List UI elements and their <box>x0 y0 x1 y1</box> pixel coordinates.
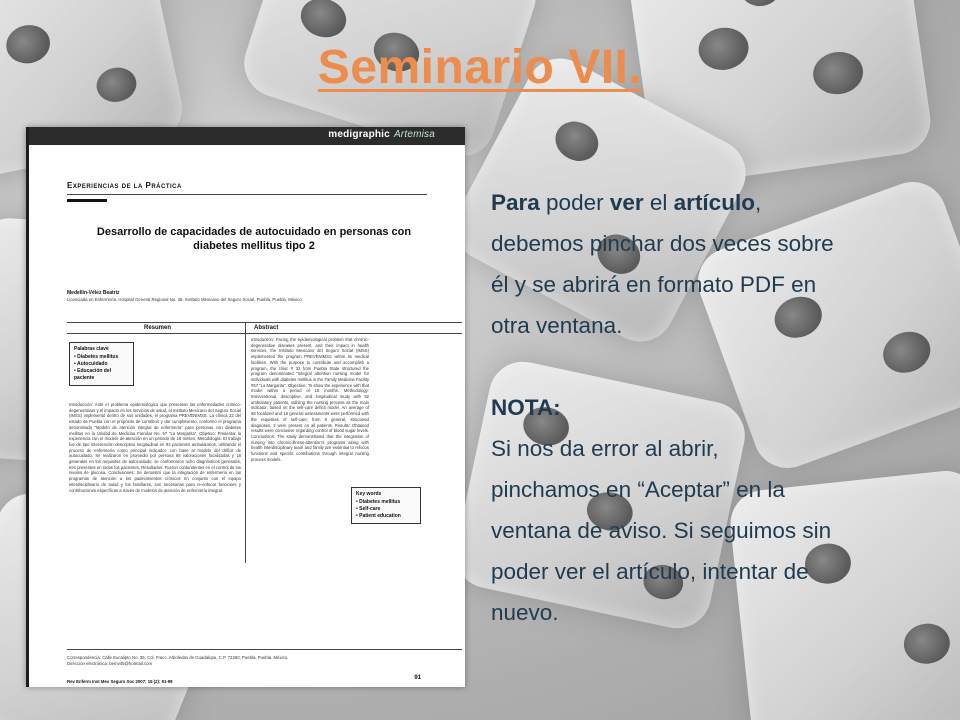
publisher-suffix: Artemisa <box>393 129 435 140</box>
instruction-line-3: él y se abrirá en formato PDF en <box>491 272 817 297</box>
keyword: • Autocuidado <box>74 361 108 367</box>
instruction-line-1 <box>491 182 951 223</box>
note-label <box>491 387 951 428</box>
abstract-heading: Abstract <box>254 325 279 331</box>
divider <box>67 322 462 323</box>
text-fragment: , <box>754 190 762 215</box>
emphasis-ver: ver <box>609 190 644 215</box>
key-words-box <box>351 487 421 524</box>
note-line-2: pinchamos en “Aceptar” en la <box>491 477 785 502</box>
page-number: 91 <box>414 675 421 681</box>
resumen-heading: Resumen <box>144 325 172 331</box>
article-thumbnail[interactable] <box>26 127 465 687</box>
article-affiliation: Licenciada en Enfermería, Hospital General Regional No. 36, Instituto Mexicano del Seguro Social, Puebla, Puebla, México <box>67 297 302 302</box>
note-line-5: nuevo. <box>491 600 559 625</box>
column-divider <box>245 323 246 563</box>
abstract-text: Introduction: Facing the epidemiological problem that chronic-degenerative diseases present, and their impact in health services, the Instituto Mexicano del Seguro Social (IMSS) implemented the program PREVENIMSS within its medical facilities. With the purpose to contribute and accomplish a program, the clinic # 32 from Puebla State structured the program denominated “Integral attention nursing model for individuals with diabetes mellitus in the Family Medicine Facility #57 “La Margarita”. Objective: To show the experience with that model within a period of 18 months. Methodology: Interventional, descriptive, and longitudinal study with 92 ambulatory patients, utilizing the nursing process as the main indicator, based on the self-care deficit model. An average of 68 focalized and 18 general assessments were performed with the requisites of self-care; from 8 general, structured diagnoses, 3 were present on all patients. Results: Obtained results were conclusive regarding control of blood sugar levels. Conclusions: The study demonstrated that the integration of nursing into chronic-illness-attention’s programs along with health interdisciplinary team and family are essential to refocus functions and specific contributions through integral nursing process models. <box>251 337 369 462</box>
keyword: • Diabetes mellitus <box>356 499 401 505</box>
note-line-3: ventana de aviso. Si seguimos sin <box>491 518 832 543</box>
key-words-title: Key words <box>356 491 382 497</box>
article-header <box>29 127 465 145</box>
keyword: • Diabetes mellitus <box>74 354 119 360</box>
emphasis-articulo: artículo <box>673 190 755 215</box>
note-label-text: NOTA: <box>491 395 561 420</box>
keyword: • Educación del paciente <box>74 368 112 381</box>
palabras-clave-title: Palabras clave <box>74 346 109 352</box>
keyword: • Self-care <box>356 506 381 512</box>
instructions-text <box>491 182 951 633</box>
instruction-line-2: debemos pinchar dos veces sobre <box>491 231 834 256</box>
correspondence: Correspondencia: Calle Eucalipto No. 35, Col. Fracc. Arboledas de Guadalupe, C.P. 72260, Puebla, Puebla. México. Dirección electrónica: bemv45@hotmail.com <box>67 655 289 666</box>
article-section: Experiencias de la Práctica <box>67 181 182 190</box>
article-author: Medellín-Vélez Beatriz <box>67 290 120 296</box>
resumen-text: Introducción: Ante el problema epidemiológico que presentan las enfermedades crónico-degenerativas y el impacto en los servicios de salud, el Instituto Mexicano del Seguro Social (IMSS) implementó dentro de sus unidades, el programa PREVENIMSS. La clínica 32 del estado de Puebla con el propósito de contribuir y dar cumplimiento, conformó el programa denominado “Modelo de atención integral de enfermería” para personas con diabetes mellitus en la Unidad de Medicina Familiar No. 57 “La Margarita”. Objetivo: Presentar la experiencia con el modelo de atención en un periodo de 18 meses. Metodología: El trabajo fue de tipo intervención descriptivo longitudinal en 92 pacientes ambulatorios, utilizando el proceso de enfermería como principal indicador, con base al modelo del déficit de autocuidado. Se realizaron en promedio por persona 68 valoraciones focalizadas y 18 generales en los requisitos de autocuidado; se conformaron ocho diagnósticos generales, tres presentes en todos los pacientes. Resultados: Fueron contundentes en el control de los niveles de glucosa. Conclusiones: Se demostró que la integración de enfermería en los programas de atención a los padecimientos crónicos en conjunto con el equipo interdisciplinario de salud y los familiares, son necesarias para re-enfocar funciones y contribuciones específicas a través de modelos de atención de enfermería integral. <box>69 402 241 493</box>
keyword: • Patient education <box>356 513 401 519</box>
text-fragment: poder <box>539 190 610 215</box>
emphasis-para: Para <box>491 190 540 215</box>
article-title: Desarrollo de capacidades de autocuidado en personas con diabetes mellitus tipo 2 <box>96 226 412 252</box>
journal-reference: Rev Enferm Inst Mex Seguro Soc 2007; 15 (2): 91-98 <box>67 679 173 684</box>
palabras-clave-box <box>69 342 134 386</box>
publisher-name: medigraphic <box>328 129 390 140</box>
divider <box>67 199 107 202</box>
spacer <box>491 346 951 387</box>
slide-title: Seminario VII. <box>317 41 643 94</box>
note-line-1: Si nos da error al abrir, <box>491 436 719 461</box>
publisher-logo <box>328 129 435 140</box>
text-fragment: el <box>643 190 674 215</box>
instruction-line-4: otra ventana. <box>491 313 623 338</box>
note-line-4: poder ver el artículo, intentar de <box>491 559 809 584</box>
divider <box>67 194 427 195</box>
divider <box>67 649 462 650</box>
divider <box>67 333 462 334</box>
